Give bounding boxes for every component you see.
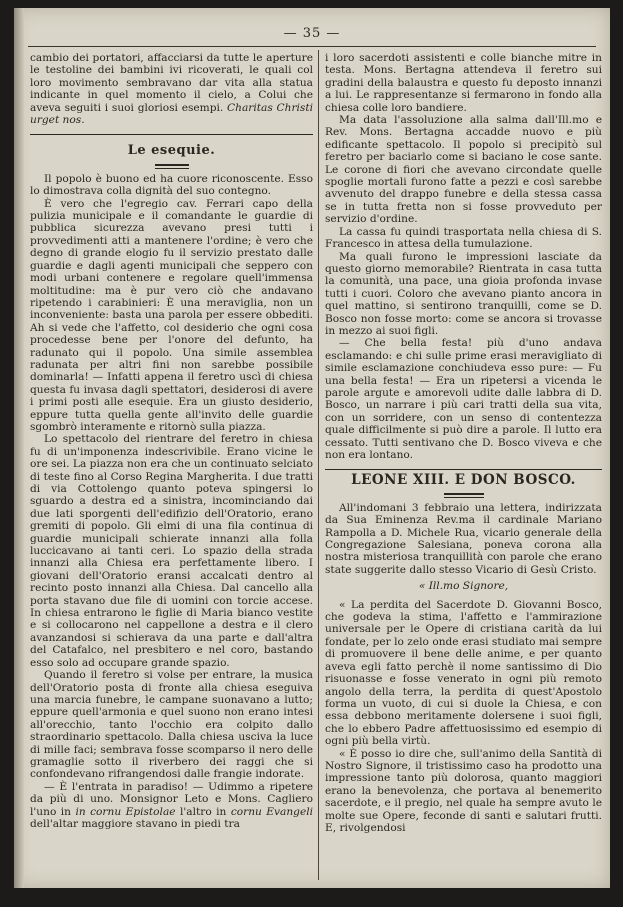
section-rule [325, 469, 602, 470]
right-column [325, 52, 602, 834]
paragraph: È vero che l'egregio cav. Ferrari capo della pulizia municipale e il comandante le guardie di pubblica sicurezza avevano presi tutti i provvedimenti atti a mantenere l'ordine; è vero che degno di grande elogio fu il servizio prestato dalle guardie e dagli agenti municipali che seppero con modi urbani contenere e regolare quell'immensa moltitudine: ma è pur vero ciò che andavano ripetendo i carabinieri: È una meraviglia, non un inconveniente: basta una parola per essere obbediti. Ah si vede che l'affetto, col desiderio che ogni cosa procedesse bene per l'onore del defunto, ha radunato qui il popolo. Una simile assemblea radunata per altri fini non sarebbe possibile dominarla! — Infatti appena il feretro uscì di chiesa questa fu invasa dagli spettatori, desiderosi di avere i primi posti alle esequie. Era un giusto desiderio, eppure tutta quella gente all'invito delle guardie sgombrò interamente e ritornò sulla piazza. [30, 197, 313, 433]
paragraph: La cassa fu quindi trasportata nella chiesa di S. Francesco in attesa della tumulazione. [325, 225, 602, 251]
paragraph: Ma quali furono le impressioni lasciate da questo giorno memorabile? Rientrata in casa tutta la comunità, una pace, una gioia profonda invase tutti i cuori. Coloro che avevano pianto ancora in quel mattino, si sentirono tranquilli, come se D. Bosco non fosse morto: come se ancora si trovasse in mezzo ai suoi figli. [325, 250, 602, 337]
page-binding-edge [14, 8, 24, 888]
paragraph: — Che bella festa! più d'uno andava esclamando: e chi sulle prime erasi meravigliato di simile esclamazione conchiudeva esso pure: — Fu una bella festa! — Era un ripetersi a vicenda le parole argute e amorevoli udite dalle labbra di D. Bosco, un narrare i più cari tratti della sua vita, con un sorridere, con un senso di contentezza quale difficilmente si può dire a parole. Il lutto era cessato. Tutti sentivano che D. Bosco viveva e che non era lontano. [325, 337, 602, 461]
column-divider [318, 50, 319, 880]
paragraph: Ma data l'assoluzione alla salma dall'Ill.mo e Rev. Mons. Bertagna accadde nuovo e più edificante spettacolo. Il popolo si precipitò sul feretro per baciarlo come si baciano le cose sante. Le corone di fiori che avevano circondate quelle spoglie mortali furono fatte a pezzi e così sarebbe avvenuto del drappo funebre e della stessa cassa se in tutta fretta non si fosse provveduto per servizio d'ordine. [325, 114, 602, 226]
paragraph: i loro sacerdoti assistenti e colle bianche mitre in testa. Mons. Bertagna attendeva il feretro sui gradini della balaustra e questo fu deposto innanzi a lui. Le rappresentanze si fermarono in fondo alla chiesa colle loro bandiere. [325, 52, 602, 114]
heading-ornament [155, 164, 189, 169]
left-column [30, 52, 313, 830]
letter-salutation: « Ill.mo Signore, [418, 580, 509, 593]
intro-motto: Charitas Christi urget nos. [30, 101, 313, 127]
paragraph: « La perdita del Sacerdote D. Giovanni Bosco, che godeva la stima, l'affetto e l'ammirazione universale per le Opere di cristiana carità da lui fondate, per lo zelo onde erasi studiato mai sempre di promuovere il bene delle anime, e per quanto aveva egli fatto perchè il nome santissimo di Dio risuonasse e fosse venerato in ogni più remoto angolo della terra, la perdita di quest'Apostolo forma un vuoto, di cui si duole la Chiesa, e con essa debbono meritamente dolersene i suoi figli, che lo ebbero Padre affettuosissimo ed esempio di ogni più bella virtù. [325, 598, 602, 748]
heading-ornament [444, 493, 484, 498]
paragraph: — È l'entrata in paradiso! — Udimmo a ripetere da più di uno. Monsignor Leto e Mons. Cagliero l'uno in in cornu Epistolae l'altro in cornu Evangeli dell'altar maggiore stavano in piedi tra [30, 780, 313, 830]
page-number: — 35 — [283, 26, 341, 41]
book-page [14, 8, 610, 888]
paragraph: « È posso io dire che, sull'animo della Santità di Nostro Signore, il tristissimo caso ha prodotto una impressione tanto più dolorosa, quanto maggiori erano la benevolenza, che portava al benemerito sacerdote, e il pregio, nel quale ha sempre avuto le molte sue Opere, feconde di santi e salutari frutti. E, rivolgendosi [325, 747, 602, 834]
paragraph: Lo spettacolo del rientrare del feretro in chiesa fu di un'imponenza indescrivibile. Erano vicine le ore sei. La piazza non era che un continuato selciato di teste fino al Corso Regina Margherita. I due tratti di via Cottolengo quanto poteva spingersi lo sguardo a destra ed a sinistra, incominciando dai due lati sporgenti dell'edifizio dell'Oratorio, erano gremiti di popolo. Gli elmi di una fila continua di guardie municipali schierate innanzi alla folla luccicavano ai tanti ceri. Lo spazio della strada innanzi alla Chiesa era perfettamente libero. I giovani dell'Oratorio eransi accalcati dentro al recinto posto innanzi alla Chiesa. Dal cancello alla porta stavano due file di uomini con torcie accese. In chiesa entrarono le figlie di Maria bianco vestite e si collocarono nel cappellone a destra e il clero avanzandosi si schierava da una parte e dall'altra del Catafalco, nel presbitero e nel coro, bastando esso solo ad occupare grande spazio. [30, 433, 313, 669]
paragraph: All'indomani 3 febbraio una lettera, indirizzata da Sua Eminenza Rev.ma il cardinale Mariano Rampolla a D. Michele Rua, vicario generale della Congregazione Salesiana, poneva corona alla nostra misteriosa tranquillità con parole che erano state suggerite dallo stesso Vicario di Gesù Cristo. [325, 501, 602, 576]
paragraph: Il popolo è buono ed ha cuore riconoscente. Esso lo dimostrava colla dignità del suo contegno. [30, 172, 313, 198]
intro-paragraph [30, 52, 313, 126]
paragraph: Quando il feretro si volse per entrare, la musica dell'Oratorio posta di fronte alla chiesa eseguiva una marcia funebre, le campane suonavano a lutto; eppure quell'armonia e quel suono non erano intesi all'orecchio, tanto l'occhio era colpito dallo straordinario spettacolo. Dalla chiesa usciva la luce di mille faci; sembrava fosse scomparso il nero delle gramaglie sotto il riverbero dei raggi che si confondevano rifrangendosi dalle frangie indorate. [30, 669, 313, 781]
intro-text: cambio dei portatori, affacciarsi da tutte le aperture le testoline dei bambini ivi ricoverati, le quali col loro movimento sembravano dar vita alla statua indicante in quel momento il cielo, a Colui che aveva seguiti i suoi gloriosi esempi. [30, 52, 313, 114]
section-heading-leone: LEONE XIII. E DON BOSCO. [351, 472, 576, 489]
section-rule [30, 134, 313, 135]
header-rule [28, 46, 596, 47]
section-heading-esequie: Le esequie. [127, 143, 216, 159]
